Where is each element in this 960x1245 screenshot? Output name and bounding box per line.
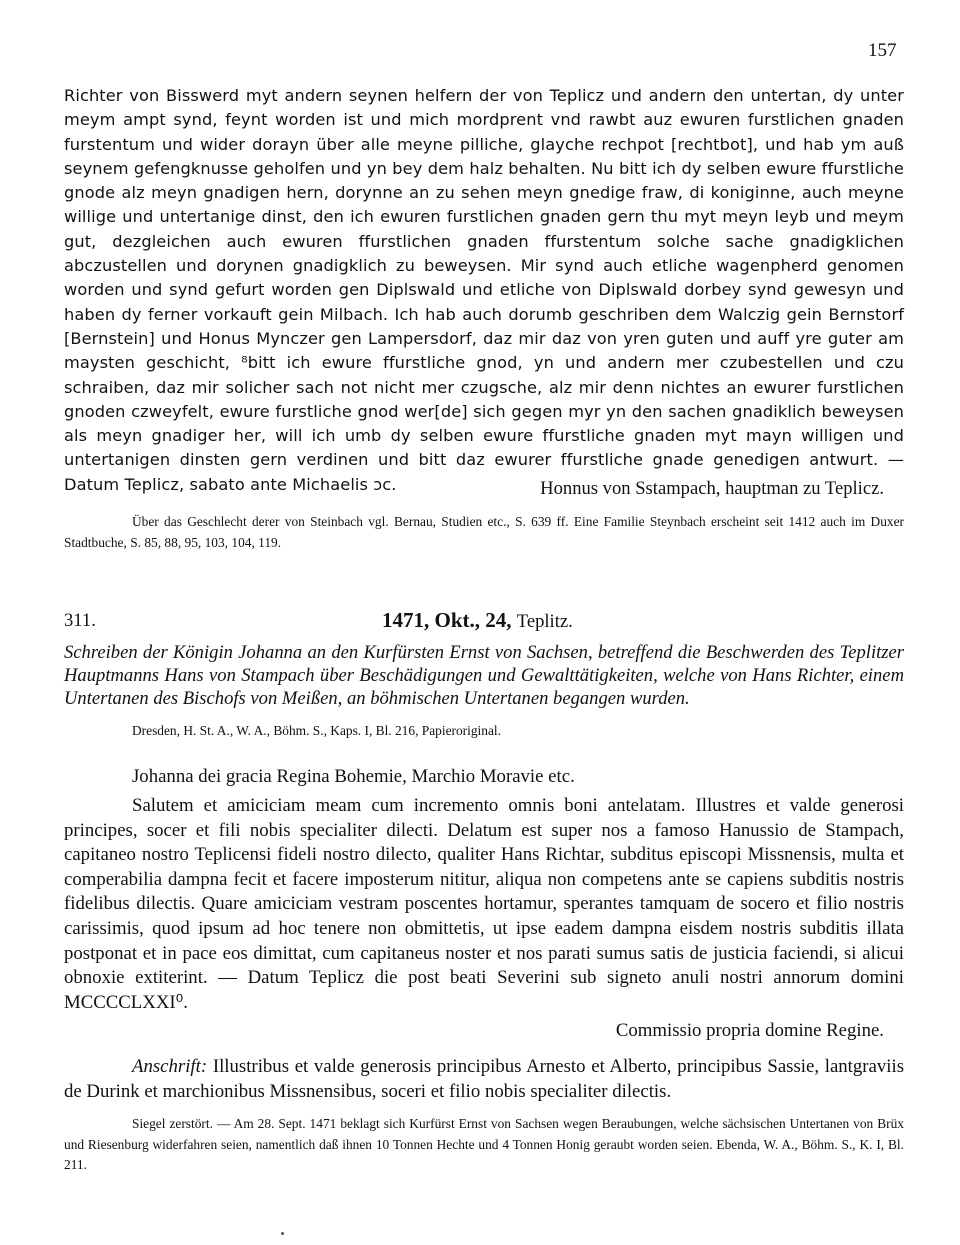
document-body-text: Salutem et amiciciam meam cum incremento omnis boni antelatam. Illustres et valde generosi principes, socer et fili nobis specialiter dilecti. Delatum est super nos a famoso Hanussio de Stampach, capitaneo nostro Teplicensi fideli nostro dilecto, qualiter Hans Richtar, subditus episcopi Missnensis, multa et comperabilia dampna fecit et facere imposterum nititur, aliqua non competens ante se capiens subditis nostris fidelibus dilectis. Quare amiciciam vestram poscentes hortamur, sperantes tamquam de socero et filio nostris carissimis, quod ipsum ad hoc tenere non obmittetis, ut ipse eadem dampna eisdem nostris subditis illata postponat et in pace eos dimittat, cum capitaneus noster et nos parati sumus satis de justicia faciendi, si alicui obnoxie extiterint. — Datum Teplicz die post beati Severini sub signeto anuli nostri annorum domini MCCCCLXXI⁰. [64,795,904,1013]
page-speck [281,1232,284,1235]
address-text: Illustribus et valde generosis principibus Arnesto et Alberto, principibus Sassie, lantgraviis de Durink et marchionibus Missnensibus, soceri et filio nobis specialiter dilectis. [64,1056,905,1102]
document-date [382,608,573,633]
document-footnote-text: Siegel zerstört. — Am 28. Sept. 1471 beklagt sich Kurfürst Ernst von Sachsen wegen Beraubungen, welche sächsischen Untertanen von Brüx und Riesenburg widerfahren seien, namentlich daß ihnen 10 Tonnen Hechte und 4 Tonnen Honig geraubt worden seien. Ebenda, W. A., Böhm. S., K. I, Bl. 211. [64,1116,904,1173]
document-source: Dresden, H. St. A., W. A., Böhm. S., Kaps. I, Bl. 216, Papieroriginal. [132,723,501,738]
document-number: 311. [64,610,96,631]
page-number: 157 [868,40,897,61]
document-closing: Commissio propria domine Regine. [615,1020,884,1041]
previous-letter-text: Richter von Bisswerd myt andern seynen helfern der von Teplicz und andern den untertan, dy unter meym ampt synd, feynt worden ist und mich mordprent vnd rawbt auz ewuren furstlichen gnaden furstentum und wider dorayn über alle meyne pilliche, glayche rechpot [rechtbot], und hab ym auß seynem gefengknusse geholfen und yn bey dem halz behalten. Nu bitt ich dy selben ewure ffurstliche gnode alz meyn gnadigen hern, dorynne an zu sehen meyn gnedige fraw, di koniginne, auch meyne willige und untertanige dinst, den ich ewuren furstlichen gnaden gern thu myt meyn leyb und meym gut, dezgleichen auch ewuren ffurstlichen gnaden ffurstentum solche sache gnadigklichen abczustellen und dorynen gnadigklich zu beweysen. Mir synd auch etliche wagenpherd genomen worden und synd gefurt worden gen Diplswald und etliche von Diplswald dorbey synd gewesyn und haben dy ferner vorkauft gein Milbach. Ich hab auch dorumb geschriben dem Walczig gein Bernstorf [Bernstein] und Honus Mynczer gen Lampersdorf, daz mir daz von yren guten und auff yre guter am maysten geschicht, ⁸bitt ich ewure ffurstliche gnod, yn und andern mer czubestellen und czu schraiben, daz mir solicher sach not nicht mer czugsche, alz mir denn nichtes an ewurer furstlichen gnoden czweyfelt, ewure furstliche gnod wer[de] sich gegen myr yn den sachen gnadiklich beweysen als meyn gnadiger her, will ich umb dy selben ewure ffurstliche gnaden myt mayn willigen und untertanigen dinsten gern verdinen und bitt daz ewurer ffurstliche gnade genedigen antwurt. — Datum Teplicz, sabato ante Michaelis ɔc. [64,86,904,494]
previous-letter-footnote [64,512,904,553]
address-label: Anschrift: [132,1056,208,1077]
salutation-text: Johanna dei gracia Regina Bohemie, Marchio Moravie etc. [132,766,575,787]
document-body [64,794,904,1015]
document-footnote [64,1114,904,1176]
document-address [64,1055,904,1104]
document-date-value: 1471, Okt., 24, [382,608,512,632]
document-regest: Schreiben der Königin Johanna an den Kurfürsten Ernst von Sachsen, betreffend die Beschwerden des Teplitzer Hauptmanns Hans von Stampach über Beschädigungen und Gewalttätigkeiten, welche von Hans Richter, einem Untertanen des Bischofs von Meißen, an böhmischen Untertanen begangen wurden. [64,642,904,709]
previous-letter-signature: Honnus von Sstampach, hauptman zu Teplicz. [540,478,884,499]
document-place: Teplitz. [516,611,573,632]
document-header [64,608,904,638]
document-salutation [64,766,904,788]
footnote-text: Über das Geschlecht derer von Steinbach vgl. Bernau, Studien etc., S. 639 ff. Eine Familie Steynbach erscheint seit 1412 auch im Duxer Stadtbuche, S. 85, 88, 95, 103, 104, 119. [64,514,904,550]
